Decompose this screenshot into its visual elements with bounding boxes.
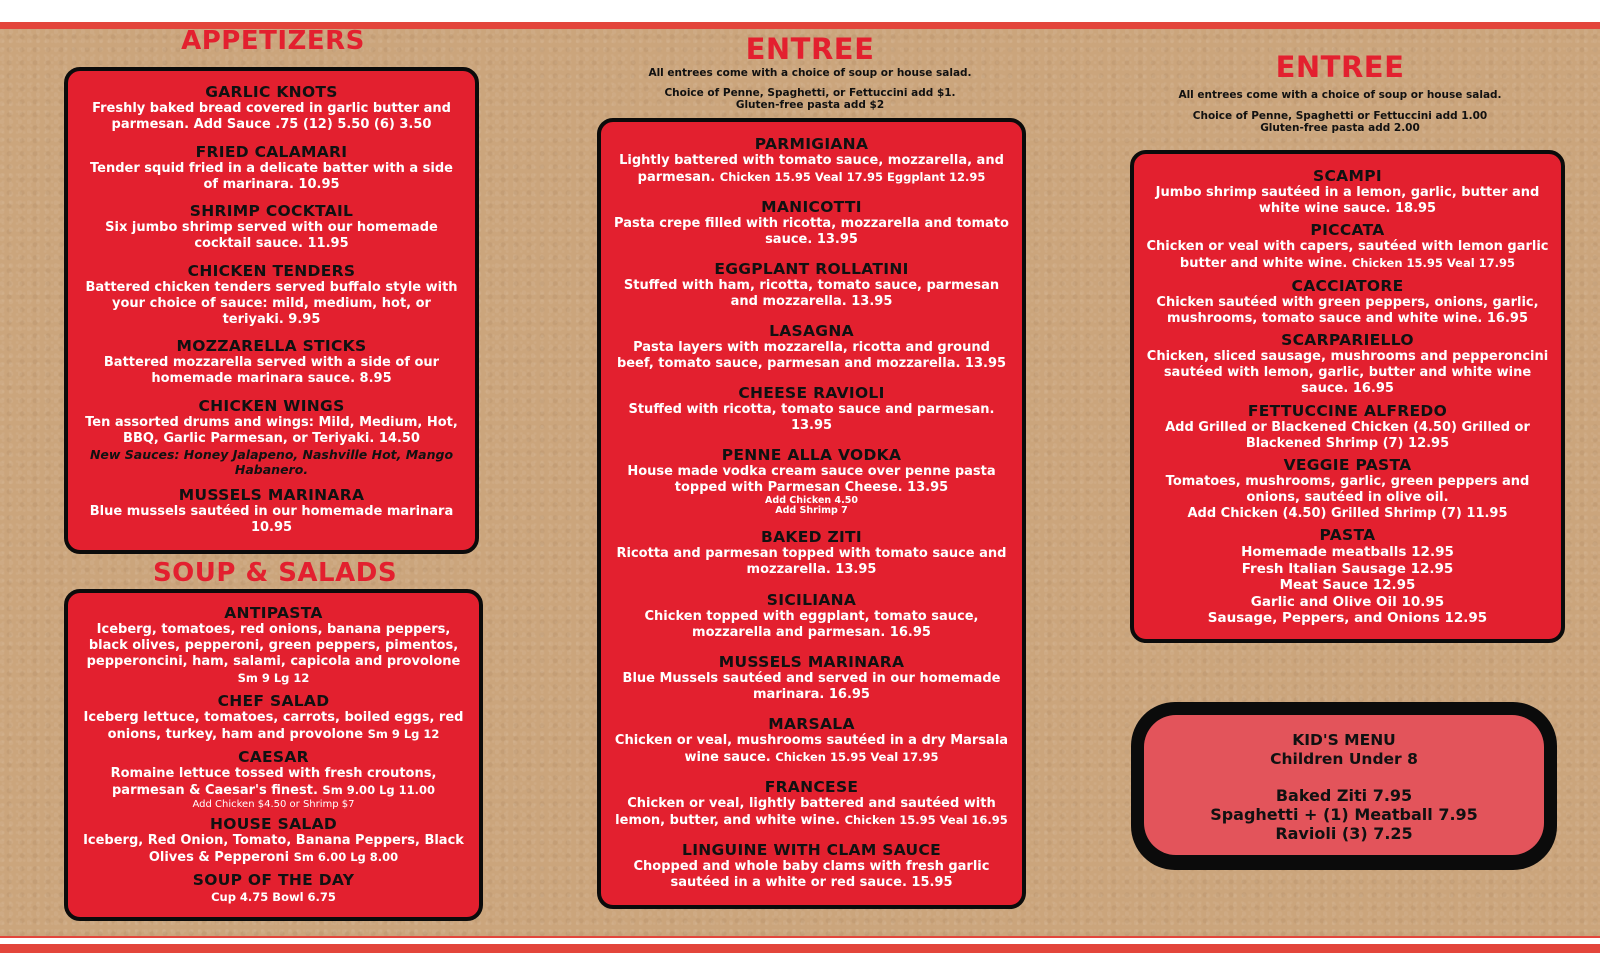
item-name: SHRIMP COCKTAIL (189, 202, 354, 220)
item-note: New Sauces: Honey Jalapeno, Nashville Hot, Mango Habanero. (89, 446, 454, 477)
item-description: Ricotta and parmesan topped with tomato sauce and mozzarella. 13.95 (616, 546, 1007, 578)
item-description (80, 622, 467, 687)
item-name: FRANCESE (764, 777, 859, 796)
item-description: Stuffed with ricotta, tomato sauce and parmesan. 13.95 (628, 402, 995, 434)
item-name: SOUP OF THE DAY (192, 871, 355, 889)
menu-item (80, 816, 467, 866)
item-name: PICCATA (1310, 221, 1385, 240)
item-description (80, 710, 467, 743)
menu-item (1146, 222, 1549, 272)
appetizers-heading: APPETIZERS (181, 26, 365, 56)
item-name: CHICKEN WINGS (198, 396, 345, 415)
item-description: Blue mussels sautéed in our homemade marinara 10.95 (89, 504, 454, 535)
menu-item (84, 487, 459, 536)
item-price: Chicken 15.95 Veal 16.95 (844, 812, 1008, 827)
item-description-text: Iceberg, tomatoes, red onions, banana peppers, black olives, pepperoni, green peppers, pimentos, pepperoncini, ham, salami, capicola and provolone (86, 622, 461, 669)
kids-spacer (1144, 768, 1544, 786)
menu-item (84, 84, 459, 133)
item-description: Jumbo shrimp sautéed in a lemon, garlic, butter and white wine sauce. 18.95 (1155, 185, 1540, 216)
item-name: MUSSELS MARINARA (718, 652, 905, 671)
item-description-text: Romaine lettuce tossed with fresh croutons, parmesan & Caesar's finest. (110, 766, 437, 798)
item-addon: Add Chicken (4.50) Grilled Shrimp (7) 11.95 (1187, 506, 1508, 522)
kids-menu-panel (1131, 702, 1557, 870)
menu-item (1146, 332, 1549, 397)
bottom-stripe (0, 944, 1600, 953)
item-description-text: Iceberg lettuce, tomatoes, carrots, boiled eggs, red onions, turkey, ham and provolone (83, 710, 464, 742)
item-name: FETTUCCINE ALFREDO (1247, 401, 1448, 420)
pasta-option: Sausage, Peppers, and Onions 12.95 (1207, 610, 1488, 627)
menu-item (80, 749, 467, 810)
item-description-text: Chicken or veal, mushrooms sautéed in a dry Marsala wine sauce. (614, 732, 1009, 765)
item-description: Blue Mussels sautéed and served in our homemade marinara. 16.95 (622, 670, 1001, 702)
item-description-text: Lightly battered with tomato sauce, mozzarella, and parmesan. (619, 153, 1004, 185)
menu-item (613, 716, 1010, 766)
item-description: Add Grilled or Blackened Chicken (4.50) Grilled or Blackened Shrimp (7) 12.95 (1165, 419, 1530, 451)
menu-item (80, 872, 467, 905)
kids-item: Ravioli (3) 7.25 (1275, 824, 1413, 843)
menu-item (613, 385, 1010, 434)
item-price: Sm 9.00 Lg 11.00 (322, 783, 436, 797)
item-addon: Add Shrimp 7 (775, 505, 848, 517)
item-description: Ten assorted drums and wings: Mild, Medium, Hot, BBQ, Garlic Parmesan, or Teriyaki. 14.50 (85, 414, 458, 446)
item-price: Chicken 15.95 Veal 17.95 (1351, 256, 1516, 271)
menu-item (613, 592, 1010, 641)
item-description: Stuffed with ham, ricotta, tomato sauce, parmesan and mozzarella. 13.95 (623, 278, 1000, 310)
item-name: SCAMPI (1313, 167, 1382, 185)
menu-item (613, 779, 1010, 829)
item-description: Chopped and whole baby clams with fresh garlic sautéed in a white or red sauce. 15.95 (633, 858, 990, 890)
menu-item (613, 323, 1010, 372)
menu-item (1146, 278, 1549, 327)
soups-panel (64, 589, 483, 921)
menu-item (80, 605, 467, 687)
entree-note: Choice of Penne, Spaghetti or Fettuccini add 1.00 (1192, 110, 1488, 122)
entree-note: Choice of Penne, Spaghetti, or Fettuccini add $1. (664, 87, 956, 99)
item-description: House made vodka cream sauce over penne pasta topped with Parmesan Cheese. 13.95 (627, 464, 996, 496)
item-description: Battered chicken tenders served buffalo style with your choice of sauce: mild, medium, hot, or teriyaki. 9.95 (85, 279, 458, 327)
menu-item (84, 203, 459, 252)
item-name: BAKED ZITI (760, 528, 863, 547)
item-description: Battered mozzarella served with a side of our homemade marinara sauce. 8.95 (103, 355, 440, 386)
entree-note: Gluten-free pasta add $2 (735, 99, 885, 111)
entree-panel-1 (597, 118, 1026, 909)
entree-note: Gluten-free pasta add 2.00 (1260, 122, 1420, 134)
item-price: Sm 9 Lg 12 (237, 671, 310, 685)
kids-menu-title: KID'S MENU (1292, 731, 1396, 749)
item-name: LINGUINE WITH CLAM SAUCE (682, 840, 941, 859)
kids-item: Spaghetti + (1) Meatball 7.95 (1210, 805, 1478, 824)
menu-item (1146, 168, 1549, 217)
entree-note: All entrees come with a choice of soup or house salad. (648, 67, 972, 79)
item-description (80, 766, 467, 799)
item-name: FRIED CALAMARI (195, 142, 348, 161)
entree-panel-2 (1130, 150, 1565, 643)
item-name: PENNE ALLA VODKA (721, 446, 902, 465)
item-name: PARMIGIANA (754, 135, 869, 153)
item-description (613, 796, 1010, 829)
entree-heading-1: ENTREE (745, 32, 875, 66)
item-addon: Add Chicken 4.50 (765, 495, 858, 507)
item-name: MARSALA (768, 714, 855, 733)
menu-item (613, 654, 1010, 703)
item-name: CHEESE RAVIOLI (738, 384, 885, 403)
item-description-text: Chicken or veal with capers, sautéed with lemon garlic butter and white wine. (1146, 239, 1549, 272)
menu-item (84, 398, 459, 477)
menu-item (613, 261, 1010, 310)
item-name: ANTIPASTA (224, 604, 323, 622)
item-description-text: Chicken or veal, lightly battered and sautéed with lemon, butter, and white wine. (615, 795, 996, 828)
kids-menu-subtitle: Children Under 8 (1270, 749, 1418, 768)
menu-item (613, 447, 1010, 516)
item-name: LASAGNA (769, 322, 854, 341)
entree-note: All entrees come with a choice of soup or house salad. (1178, 89, 1502, 101)
item-price: Sm 6.00 Lg 8.00 (293, 850, 399, 864)
kids-item: Baked Ziti 7.95 (1275, 786, 1413, 805)
menu-item (1146, 457, 1549, 522)
menu-item (80, 693, 467, 743)
item-name: CACCIATORE (1291, 276, 1404, 295)
kids-menu-inner (1144, 715, 1544, 855)
menu-item (84, 338, 459, 387)
item-price: Cup 4.75 Bowl 6.75 (211, 890, 336, 904)
item-description: Pasta crepe filled with ricotta, mozzarella and tomato sauce. 13.95 (614, 216, 1009, 248)
item-description (613, 733, 1010, 766)
pasta-option: Homemade meatballs 12.95 (1241, 544, 1454, 561)
item-name: HOUSE SALAD (209, 815, 338, 833)
menu-item (613, 529, 1010, 578)
menu-item (1146, 403, 1549, 452)
item-description: Tender squid fried in a delicate batter with a side of marinara. 10.95 (90, 160, 453, 192)
item-description: Freshly baked bread covered in garlic butter and parmesan. Add Sauce .75 (12) 5.50 (6) 3.50 (92, 101, 451, 132)
item-name: GARLIC KNOTS (205, 83, 338, 101)
item-price: Chicken 15.95 Veal 17.95 (775, 749, 939, 764)
menu-item (613, 199, 1010, 248)
item-description (80, 833, 467, 866)
item-price: Chicken 15.95 Veal 17.95 Eggplant 12.95 (719, 170, 986, 184)
item-name: CHICKEN TENDERS (187, 261, 356, 280)
pasta-option: Fresh Italian Sausage 12.95 (1241, 560, 1454, 577)
menu-item (613, 842, 1010, 891)
item-name: MANICOTTI (761, 198, 862, 217)
item-description: Pasta layers with mozzarella, ricotta and ground beef, tomato sauce, parmesan and mozzarella. 13.95 (616, 340, 1007, 372)
pasta-option: Meat Sauce 12.95 (1279, 577, 1416, 594)
item-description: Chicken, sliced sausage, mushrooms and pepperoncini sautéed with lemon, garlic, butter and white wine sauce. 16.95 (1146, 349, 1549, 397)
bottom-rule (0, 936, 1600, 938)
item-description (613, 153, 1010, 186)
item-name: MOZZARELLA STICKS (176, 337, 367, 355)
item-description: Six jumbo shrimp served with our homemade cocktail sauce. 11.95 (105, 220, 438, 251)
item-name: CHEF SALAD (217, 692, 330, 710)
item-name: PASTA (1319, 526, 1376, 545)
item-note: Add Chicken $4.50 or Shrimp $7 (192, 799, 355, 810)
item-name: EGGPLANT ROLLATINI (714, 260, 909, 279)
item-name: VEGGIE PASTA (1283, 456, 1412, 475)
pasta-option: Garlic and Olive Oil 10.95 (1250, 593, 1445, 610)
item-name: MUSSELS MARINARA (178, 486, 365, 504)
item-name: CAESAR (238, 748, 309, 766)
item-price: Sm 9 Lg 12 (367, 727, 440, 741)
item-description (1146, 239, 1549, 272)
item-description: Tomatoes, mushrooms, garlic, green peppers and onions, sautéed in olive oil. (1165, 474, 1530, 506)
appetizers-panel (64, 67, 479, 554)
menu-item (1146, 527, 1549, 627)
item-description: Chicken sautéed with green peppers, onions, garlic, mushrooms, tomato sauce and white wine. 16.95 (1156, 294, 1539, 326)
entree-heading-2: ENTREE (1275, 50, 1405, 84)
menu-item (613, 136, 1010, 186)
item-name: SICILIANA (766, 590, 857, 609)
soups-heading: SOUP & SALADS (152, 558, 398, 588)
item-name: SCARPARIELLO (1281, 331, 1414, 350)
item-description: Chicken topped with eggplant, tomato sauce, mozzarella and parmesan. 16.95 (644, 608, 979, 640)
menu-item (84, 263, 459, 328)
menu-item (84, 144, 459, 193)
item-description-text: Iceberg, Red Onion, Tomato, Banana Peppers, Black Olives & Pepperoni (83, 833, 464, 865)
